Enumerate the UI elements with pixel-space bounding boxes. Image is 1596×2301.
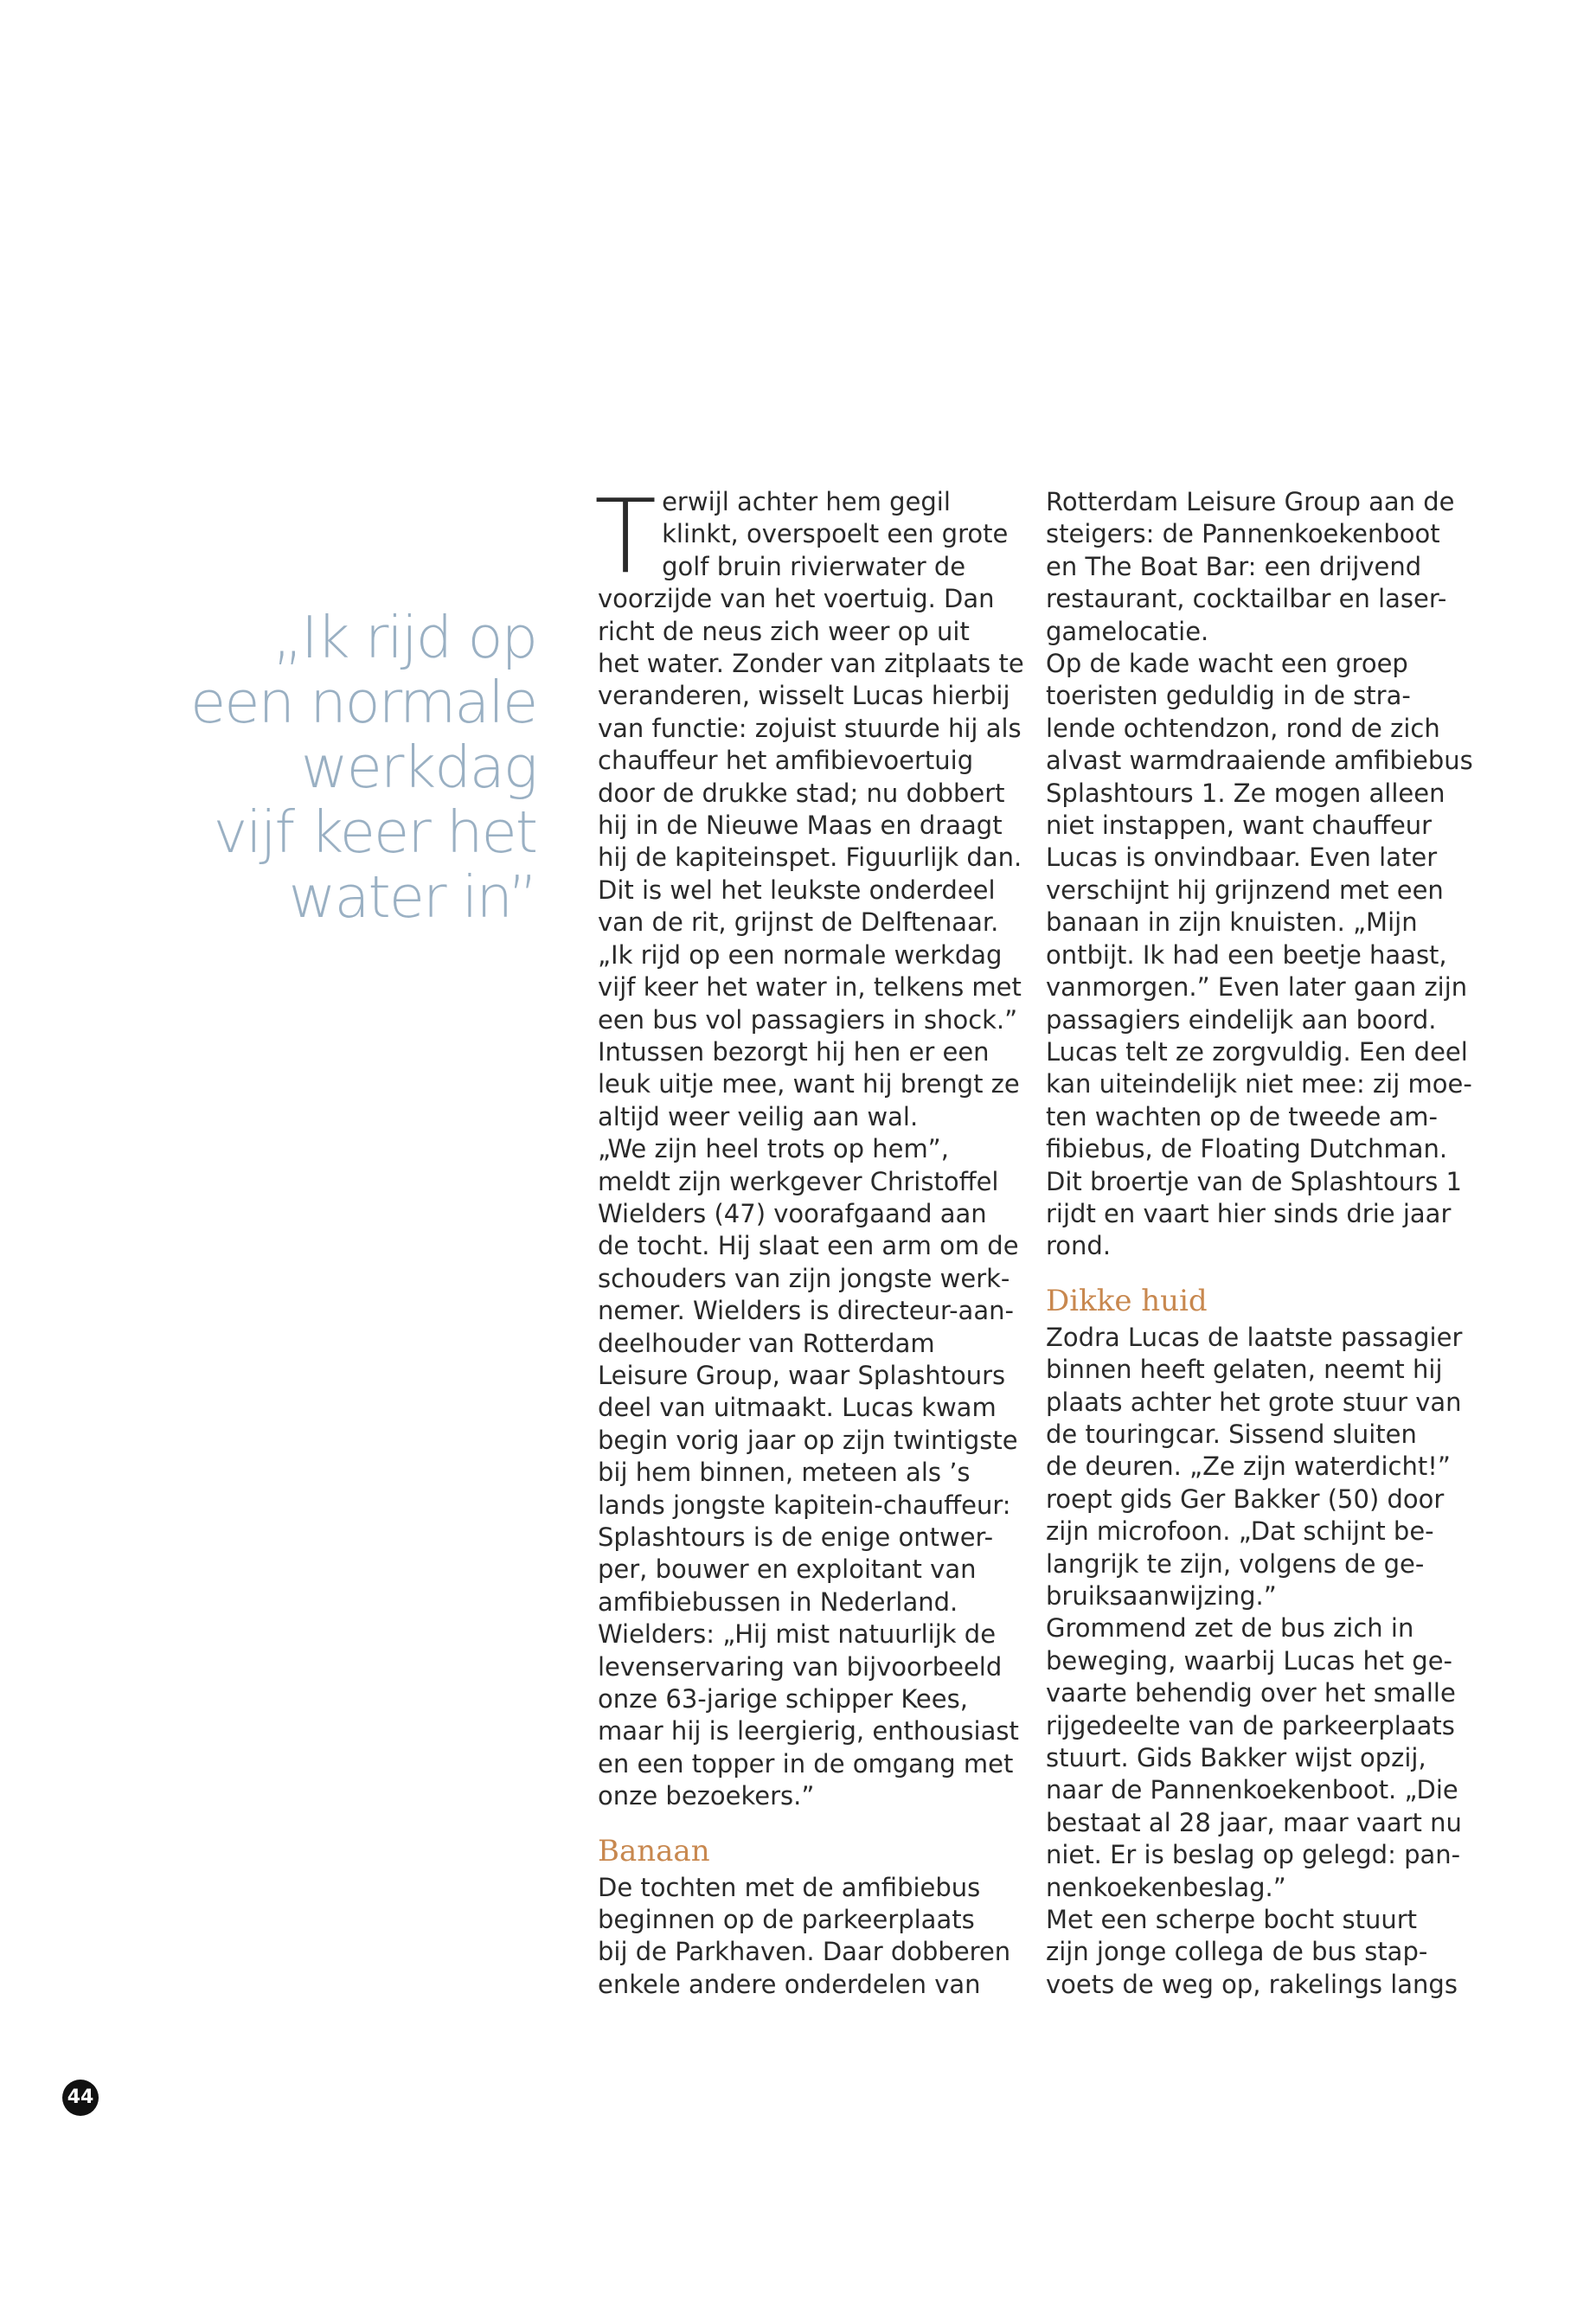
text-line: meldt zijn werkgever Christoffel <box>598 1166 999 1196</box>
page-number: 44 <box>62 2080 99 2116</box>
text-line: en The Boat Bar: een drijvend <box>1046 551 1422 581</box>
text-line: langrijk te zijn, volgens de ge- <box>1046 1548 1425 1579</box>
paragraph <box>1046 1904 1478 2001</box>
text-line: passagiers eindelijk aan boord. <box>1046 1004 1437 1035</box>
text-line: bruiksaanwijzing.” <box>1046 1581 1277 1611</box>
paragraph <box>598 583 1030 1133</box>
text-line: hij de kapiteinspet. Figuurlijk dan. <box>598 843 1022 873</box>
text-line: leuk uitje mee, want hij brengt ze <box>598 1069 1020 1099</box>
text-line: vanmorgen.” Even later gaan zijn <box>1046 972 1468 1003</box>
text-line: rond. <box>1046 1231 1112 1261</box>
text-line: ontbijt. Ik had een beetje haast, <box>1046 939 1447 970</box>
text-line: roept gids Ger Bakker (50) door <box>1046 1484 1445 1514</box>
text-line: richt de neus zich weer op uit <box>598 616 970 646</box>
text-line: banaan in zijn knuisten. „Mijn <box>1046 907 1418 938</box>
text-line: Lucas telt ze zorgvuldig. Een deel <box>1046 1036 1468 1067</box>
text-line: Leisure Group, waar Splashtours <box>598 1360 1006 1390</box>
text-line: nemer. Wielders is directeur-aan- <box>598 1296 1014 1326</box>
text-line: niet instappen, want chauffeur <box>1046 811 1433 841</box>
text-line: binnen heeft gelaten, neemt hij <box>1046 1355 1443 1385</box>
paragraph <box>1046 1322 1478 1613</box>
text-line: ten wachten op de tweede am- <box>1046 1101 1438 1131</box>
text-line: vijf keer het water in, telkens met <box>598 972 1022 1003</box>
text-line: toeristen geduldig in de stra- <box>1046 681 1411 711</box>
text-line: klinkt, overspoelt een grote <box>662 519 1009 549</box>
text-line: plaats achter het grote stuur van <box>1046 1387 1462 1417</box>
text-line: bestaat al 28 jaar, maar vaart nu <box>1046 1807 1462 1837</box>
pull-quote <box>190 606 536 930</box>
pull-quote-line: werkdag <box>300 734 536 801</box>
text-line: Rotterdam Leisure Group aan de <box>1046 487 1455 516</box>
subhead-dikke-huid: Dikke huid <box>1046 1283 1208 1318</box>
subhead-banaan: Banaan <box>598 1833 710 1868</box>
text-line: nenkoekenbeslag.” <box>1046 1872 1286 1902</box>
paragraph <box>1046 648 1478 1263</box>
text-line: Wielders: „Hij mist natuurlijk de <box>598 1619 997 1650</box>
pull-quote-line: een normale <box>190 669 537 736</box>
text-line: Splashtours 1. Ze mogen alleen <box>1046 778 1445 808</box>
text-line: enkele andere onderdelen van <box>598 1969 981 1999</box>
text-line: steigers: de Pannenkoekenboot <box>1046 519 1440 549</box>
text-line: van functie: zojuist stuurde hij als <box>598 713 1022 743</box>
text-line: lands jongste kapitein-chauffeur: <box>598 1490 1011 1520</box>
text-line: Lucas is onvindbaar. Even later <box>1046 843 1438 873</box>
text-line: Wielders (47) voorafgaand aan <box>598 1198 987 1228</box>
text-line: Intussen bezorgt hij hen er een <box>598 1036 990 1067</box>
text-line: begin vorig jaar op zijn twintigste <box>598 1425 1018 1455</box>
text-line: deelhouder van Rotterdam <box>598 1328 935 1358</box>
text-line: door de drukke stad; nu dobbert <box>598 778 1005 808</box>
text-line: niet. Er is beslag op gelegd: pan- <box>1046 1840 1461 1870</box>
text-line: erwijl achter hem gegil <box>662 487 951 516</box>
text-line: schouders van zijn jongste werk- <box>598 1263 1010 1293</box>
paragraph <box>598 1133 1030 1813</box>
text-line: Splashtours is de enige ontwer- <box>598 1522 994 1552</box>
text-line: de tocht. Hij slaat een arm om de <box>598 1231 1019 1261</box>
text-line: chauffeur het amfibievoertuig <box>598 746 974 776</box>
text-line: hij in de Nieuwe Maas en draagt <box>598 811 1003 841</box>
article-column-1 <box>594 477 1030 2001</box>
text-line: amfibiebussen in Nederland. <box>598 1586 958 1617</box>
text-line: onze 63-jarige schipper Kees, <box>598 1684 968 1715</box>
text-line: vaarte behendig over het smalle <box>1046 1678 1456 1708</box>
drop-cap: T <box>594 477 657 596</box>
text-line: voets de weg op, rakelings langs <box>1046 1969 1458 1999</box>
text-line: een bus vol passagiers in shock.” <box>598 1004 1018 1035</box>
pull-quote-line: „Ik rijd op <box>272 604 536 671</box>
text-line: en een topper in de omgang met <box>598 1748 1014 1779</box>
text-line: per, bouwer en exploitant van <box>598 1554 977 1585</box>
text-line: lende ochtendzon, rond de zich <box>1046 713 1440 743</box>
text-line: alvast warmdraaiende amfibiebus <box>1046 746 1473 776</box>
text-line: veranderen, wisselt Lucas hierbij <box>598 681 1010 711</box>
text-line: Zodra Lucas de laatste passagier <box>1046 1322 1463 1352</box>
text-line: de deuren. „Ze zijn waterdicht!” <box>1046 1452 1451 1482</box>
text-line: het water. Zonder van zitplaats te <box>598 649 1024 679</box>
text-line: bij de Parkhaven. Daar dobberen <box>598 1937 1011 1967</box>
text-line: onze bezoekers.” <box>598 1781 815 1811</box>
text-line: gamelocatie. <box>1046 616 1209 646</box>
text-line: Met een scherpe bocht stuurt <box>1046 1905 1417 1935</box>
text-line: „Ik rijd op een normale werkdag <box>598 939 1003 970</box>
text-line: deel van uitmaakt. Lucas kwam <box>598 1393 997 1423</box>
intro-paragraph <box>598 486 1030 583</box>
text-line: de touringcar. Sissend sluiten <box>1046 1419 1417 1449</box>
article-column-2 <box>1046 486 1478 2001</box>
text-line: De tochten met de amfibiebus <box>598 1872 981 1902</box>
text-line: voorzijde van het voertuig. Dan <box>598 584 995 614</box>
text-line: fibiebus, de Floating Dutchman. <box>1046 1134 1448 1164</box>
paragraph <box>1046 486 1478 648</box>
text-line: Dit is wel het leukste onderdeel <box>598 875 996 905</box>
text-line: maar hij is leergierig, enthousiast <box>598 1716 1019 1747</box>
text-line: restaurant, cocktailbar en laser- <box>1046 584 1447 614</box>
paragraph <box>598 1872 1030 2002</box>
text-line: altijd weer veilig aan wal. <box>598 1101 919 1131</box>
text-line: Op de kade wacht een groep <box>1046 649 1408 679</box>
text-line: beweging, waarbij Lucas het ge- <box>1046 1645 1453 1676</box>
text-line: beginnen op de parkeerplaats <box>598 1905 975 1935</box>
text-line: rijdt en vaart hier sinds drie jaar <box>1046 1198 1452 1228</box>
text-line: van de rit, grijnst de Delftenaar. <box>598 907 999 938</box>
text-line: kan uiteindelijk niet mee: zij moe- <box>1046 1069 1472 1099</box>
text-line: Grommend zet de bus zich in <box>1046 1613 1414 1644</box>
text-line: levenservaring van bijvoorbeeld <box>598 1651 1003 1682</box>
text-line: stuurt. Gids Bakker wijst opzij, <box>1046 1743 1426 1773</box>
text-line: bij hem binnen, meteen als ’s <box>598 1458 971 1488</box>
text-line: naar de Pannenkoekenboot. „Die <box>1046 1775 1458 1805</box>
paragraph <box>1046 1612 1478 1904</box>
text-line: rijgedeelte van de parkeerplaats <box>1046 1710 1455 1740</box>
text-line: „We zijn heel trots op hem”, <box>598 1134 949 1164</box>
pull-quote-line: water in” <box>288 863 536 931</box>
text-line: zijn jonge collega de bus stap- <box>1046 1937 1428 1967</box>
pull-quote-line: vijf keer het <box>213 798 536 866</box>
text-line: golf bruin rivierwater de <box>662 551 966 581</box>
text-line: Dit broertje van de Splashtours 1 <box>1046 1166 1462 1196</box>
text-line: zijn microfoon. „Dat schijnt be- <box>1046 1516 1434 1547</box>
text-line: verschijnt hij grijnzend met een <box>1046 875 1444 905</box>
